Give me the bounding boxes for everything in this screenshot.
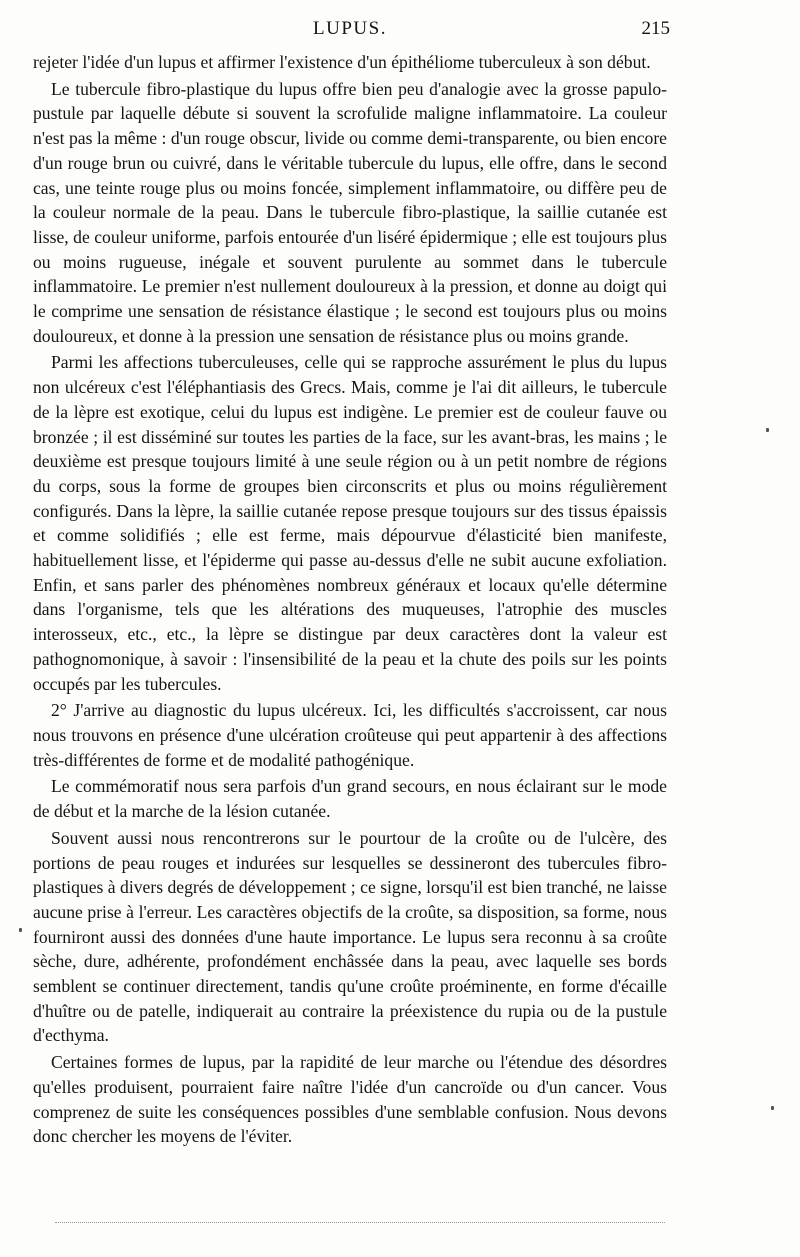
paragraph-tuberculous-affections: Parmi les affections tuberculeuses, celle qui se rapproche assurément le plus du lupus non ulcéreux c'est l'éléphantiasis des Grecs. Mais, comme je l'ai dit ailleurs, le tubercule de la lèpre est exotique, celui du lupus est indigène. Le premier est de couleur fauve ou bronzée ; il est disséminé sur toutes les parties de la face, sur les avant-bras, les mains ; le deuxième est presque toujours limité à une seule région ou à un petit nombre de régions du corps, sous la forme de groupes bien circonscrits et plus ou moins régulièrement configurés. Dans la lèpre, la saillie cutanée repose presque toujours sur des tissus épaissis et comme solidifiés ; elle est ferme, mais dépourvue d'élasticité bien manifeste, habituellement lisse, et l'épiderme qui passe au-dessus d'elle ne subit aucune exfoliation. Enfin, et sans parler des phénomènes nombreux généraux et locaux qu'elle détermine dans l'organisme, tels que les altérations des muqueuses, l'atrophie des muscles interosseux, etc., etc., la lèpre se distingue par deux caractères dont la valeur est pathognomonique, à savoir : l'insensibilité de la peau et la chute des poils sur les points occupés par les tubercules.: [33, 352, 667, 694]
paragraph-fibro-plastic-tubercle: Le tubercule fibro-plastique du lupus offre bien peu d'analogie avec la grosse papulo-pustule par laquelle débute si souvent la scrofulide maligne inflammatoire. La couleur n'est pas la même : d'un rouge obscur, livide ou comme demi-transparente, ou bien encore d'un rouge brun ou cuivré, dans le véritable tubercule du lupus, elle offre, dans le second cas, une teinte rouge plus ou moins foncée, simplement inflammatoire, ou diffère peu de la couleur normale de la peau. Dans le tubercule fibro-plastique, la saillie cutanée est lisse, de couleur uniforme, parfois entourée d'un liséré épidermique ; elle est toujours plus ou moins rugueuse, inégale et souvent purulente au sommet dans le tubercule inflammatoire. Le premier n'est nullement douloureux à la pression, et donne au doigt qui le comprime une sensation de résistance élastique ; le second est toujours plus ou moins douloureux, et donne à la pression une sensation de résistance plus ou moins grande.: [33, 78, 667, 346]
body-text: [33, 50, 667, 1149]
margin-mark: [766, 428, 769, 432]
footer-rule: [55, 1222, 665, 1223]
page-number: 215: [641, 18, 670, 39]
running-head-title: LUPUS.: [313, 18, 387, 39]
running-head: [30, 18, 670, 48]
paragraph-continuation: rejeter l'idée d'un lupus et affirmer l'existence d'un épithéliome tuberculeux à son début.: [33, 52, 651, 72]
paragraph-ulcerous-lupus-diagnosis: 2° J'arrive au diagnostic du lupus ulcéreux. Ici, les difficultés s'accroissent, car nous nous trouvons en présence d'une ulcération croûteuse qui peut appartenir à des affections très-différentes de forme et de modalité pathogénique.: [33, 700, 667, 770]
paragraph-commemorative: Le commémoratif nous sera parfois d'un grand secours, en nous éclairant sur le mode de début et la marche de la lésion cutanée.: [33, 776, 667, 822]
margin-mark: [771, 1106, 774, 1110]
paragraph-crust-characters: Souvent aussi nous rencontrerons sur le pourtour de la croûte ou de l'ulcère, des portions de peau rouges et indurées sur lesquelles se dessineront des tubercules fibro-plastiques à divers degrés de développement ; ce signe, lorsqu'il est bien tranché, ne laisse aucune prise à l'erreur. Les caractères objectifs de la croûte, sa disposition, sa forme, nous fourniront aussi des données d'une haute importance. Le lupus sera reconnu à sa croûte sèche, dure, adhérente, profondément enchâssée dans la peau, avec laquelle ses bords semblent se continuer directement, tandis qu'une croûte proéminente, en forme d'écaille d'huître ou de patelle, indiquerait au contraire la préexistence du rupia ou de la pustule d'ecthyma.: [33, 827, 667, 1046]
paragraph-cancer-confusion: Certaines formes de lupus, par la rapidité de leur marche ou l'étendue des désordres qu'elles produisent, pourraient faire naître l'idée d'un cancroïde ou d'un cancer. Vous comprenez de suite les conséquences possibles d'une semblable confusion. Nous devons donc chercher les moyens de l'éviter.: [33, 1052, 667, 1147]
margin-mark: [19, 928, 22, 932]
